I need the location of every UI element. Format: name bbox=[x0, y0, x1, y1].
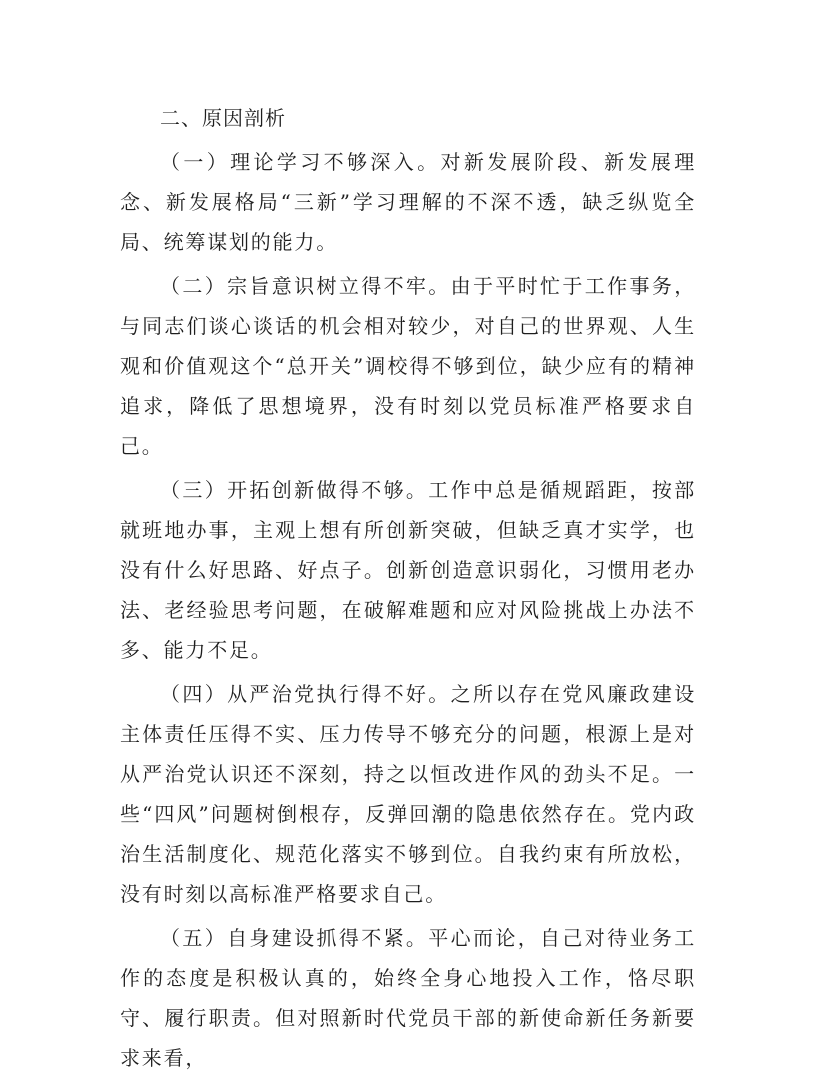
paragraph-4: （四）从严治党执行得不好。之所以存在党风廉政建设主体责任压得不实、压力传导不够充分的问题，根源上是对从严治党认识还不深刻，持之以恒改进作风的劲头不足。一些“四风”问题树倒根存，反弹回潮的隐患依然存在。党内政治生活制度化、规范化落实不够到位。自我约束有所放松，没有时刻以高标准严格要求自己。 bbox=[120, 682, 696, 906]
section-heading: 二、原因剖析 bbox=[160, 106, 286, 130]
paragraph-2: （二）宗旨意识树立得不牢。由于平时忙于工作事务，与同志们谈心谈话的机会相对较少，对自己的世界观、人生观和价值观这个“总开关”调校得不够到位，缺少应有的精神追求，降低了思想境界，没有时刻以党员标准严格要求自己。 bbox=[120, 274, 696, 458]
paragraph-1: （一）理论学习不够深入。对新发展阶段、新发展理念、新发展格局“三新”学习理解的不深不透，缺乏纵览全局、统筹谋划的能力。 bbox=[120, 150, 696, 254]
paragraph-5: （五）自身建设抓得不紧。平心而论，自己对待业务工作的态度是积极认真的，始终全身心地投入工作，恪尽职守、履行职责。但对照新时代党员干部的新使命新任务新要求来看， bbox=[120, 926, 696, 1070]
paragraph-3: （三）开拓创新做得不够。工作中总是循规蹈距，按部就班地办事，主观上想有所创新突破，但缺乏真才实学，也没有什么好思路、好点子。创新创造意识弱化，习惯用老办法、老经验思考问题，在破解难题和应对风险挑战上办法不多、能力不足。 bbox=[120, 478, 696, 662]
